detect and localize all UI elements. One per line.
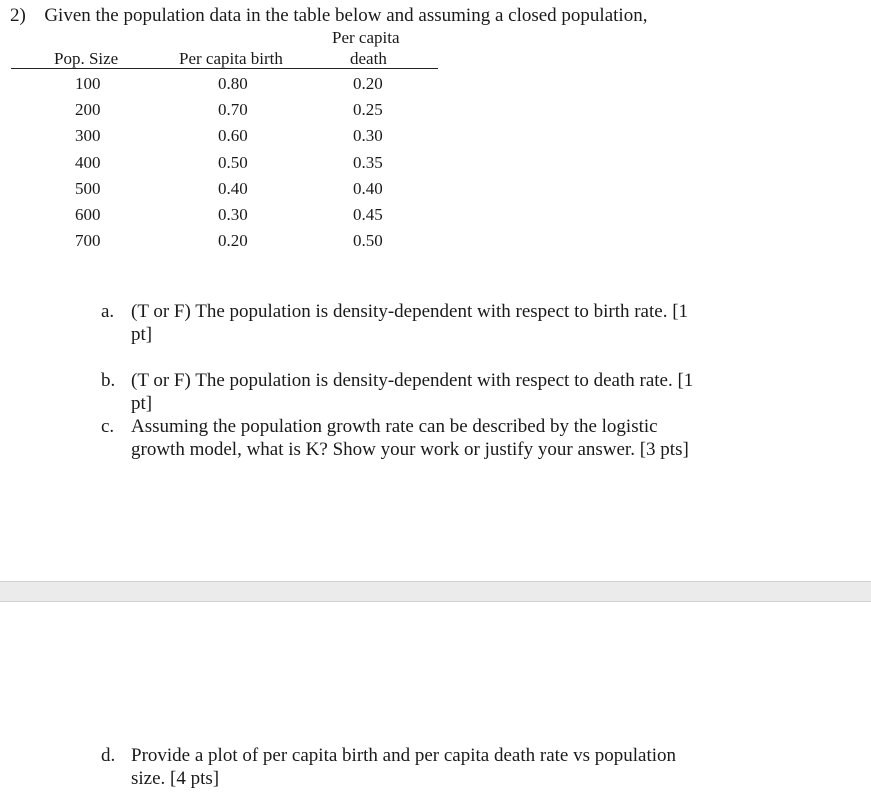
item-c-line2: growth model, what is K? Show your work or justify your answer. [3 pts] (131, 439, 689, 460)
table-header-rule (11, 68, 438, 69)
table-cell-pop: 100 (75, 74, 101, 93)
table-cell-death: 0.20 (353, 74, 383, 93)
table-cell-birth: 0.70 (218, 100, 248, 119)
table-cell-pop: 300 (75, 126, 101, 145)
table-cell-pop: 700 (75, 231, 101, 250)
item-d-line2: size. [4 pts] (131, 768, 220, 789)
table-cell-pop: 200 (75, 100, 101, 119)
item-b-line2: pt] (131, 393, 153, 414)
question-heading (10, 5, 647, 27)
table-cell-birth: 0.60 (218, 126, 248, 145)
item-b-label: b. (101, 370, 116, 391)
table-cell-birth: 0.40 (218, 179, 248, 198)
header-per-capita-birth: Per capita birth (179, 49, 283, 68)
header-pop-size: Pop. Size (54, 49, 119, 68)
item-a-line1: (T or F) The population is density-dependent with respect to birth rate. [1 (131, 301, 689, 322)
table-cell-death: 0.40 (353, 179, 383, 198)
table-cell-death: 0.30 (353, 126, 383, 145)
header-per-capita-death-line1: Per capita (332, 28, 400, 47)
item-c-label: c. (101, 416, 115, 437)
table-cell-pop: 500 (75, 179, 101, 198)
page-break-separator (0, 581, 871, 602)
table-cell-pop: 600 (75, 205, 101, 224)
item-a-label: a. (101, 301, 115, 322)
table-cell-birth: 0.30 (218, 205, 248, 224)
item-d-label: d. (101, 745, 116, 766)
item-b-line1: (T or F) The population is density-dependent with respect to death rate. [1 (131, 370, 694, 391)
header-per-capita-death-line2: death (350, 49, 387, 68)
table-cell-death: 0.45 (353, 205, 383, 224)
table-cell-birth: 0.20 (218, 231, 248, 250)
table-cell-death: 0.35 (353, 153, 383, 172)
table-cell-death: 0.50 (353, 231, 383, 250)
question-intro: Given the population data in the table below and assuming a closed population, (44, 5, 648, 26)
item-c-line1: Assuming the population growth rate can be described by the logistic (131, 416, 658, 437)
item-d-line1: Provide a plot of per capita birth and per capita death rate vs population (131, 745, 677, 766)
item-a-line2: pt] (131, 324, 153, 345)
question-number: 2) (10, 5, 26, 26)
table-cell-death: 0.25 (353, 100, 383, 119)
table-cell-birth: 0.80 (218, 74, 248, 93)
table-cell-birth: 0.50 (218, 153, 248, 172)
table-cell-pop: 400 (75, 153, 101, 172)
